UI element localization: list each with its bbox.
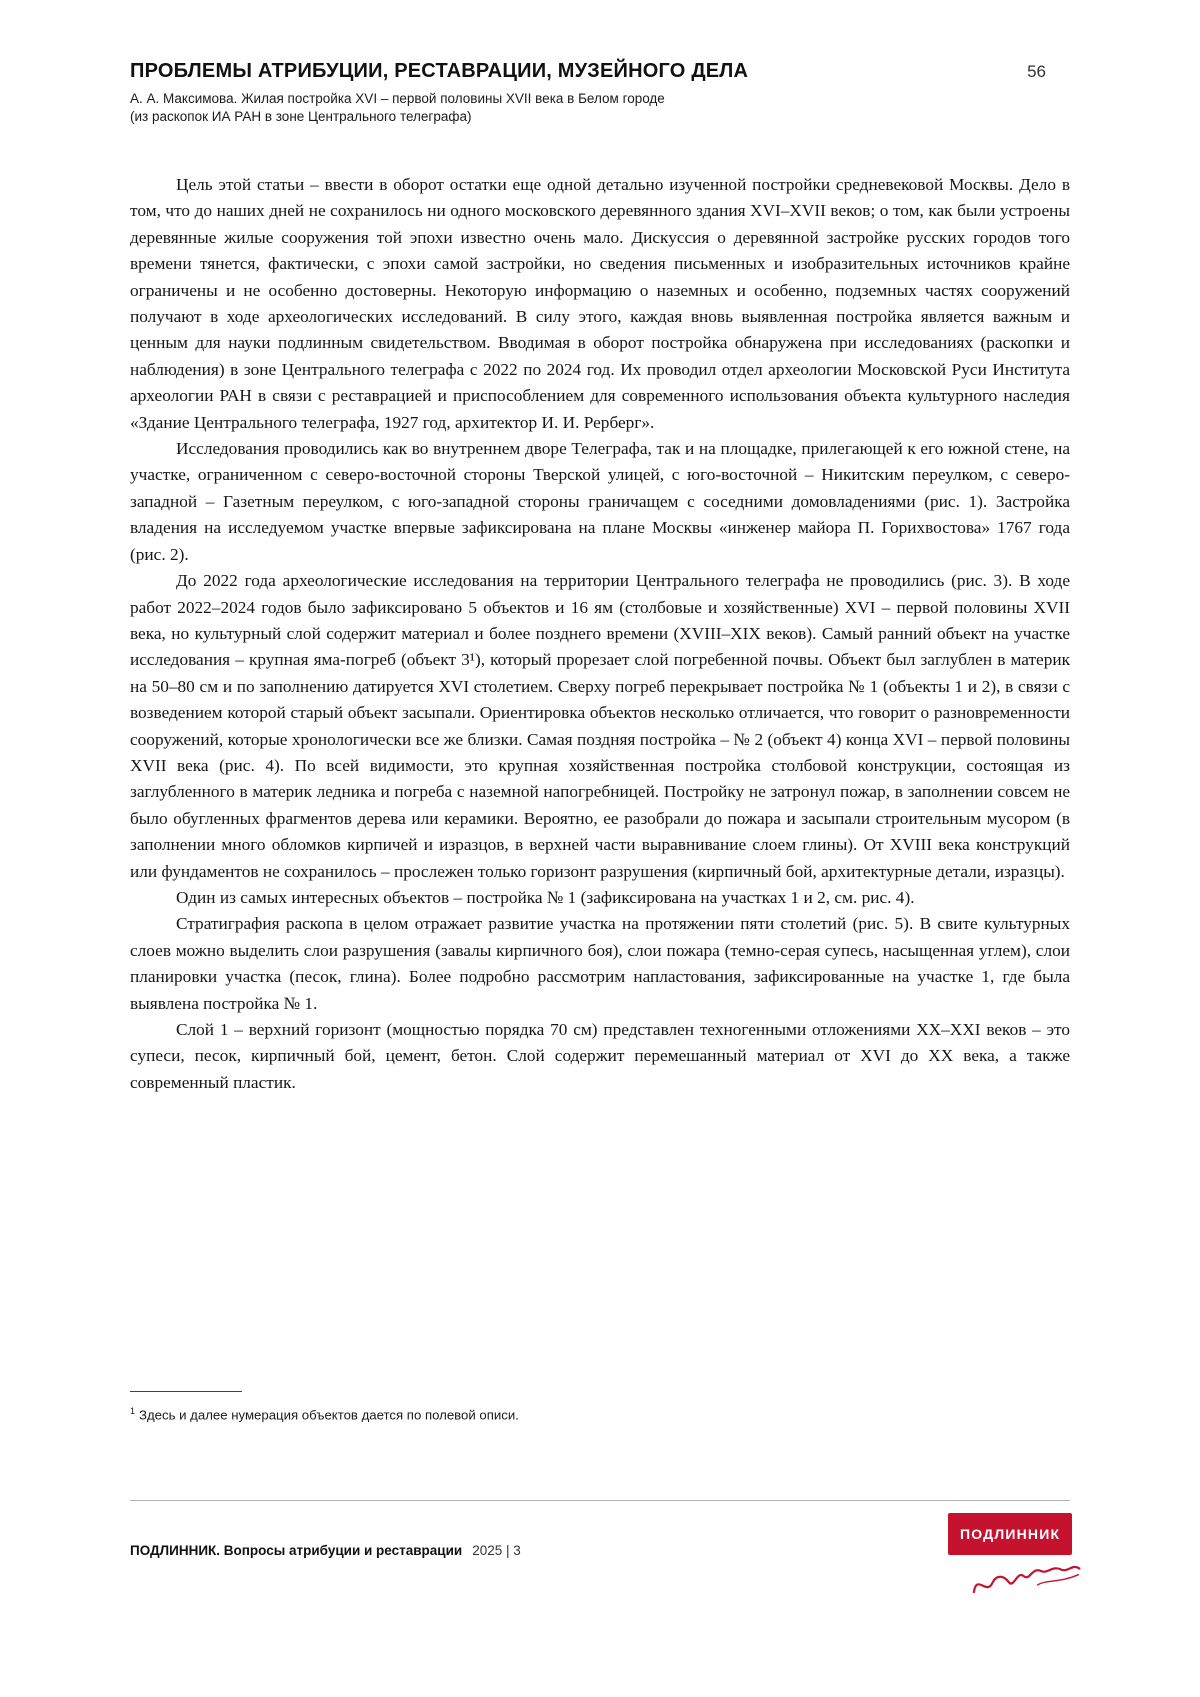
paragraph: До 2022 года археологические исследования на территории Центрального телеграфа не проводились (рис. 3). В ходе работ 2022–2024 годов было зафиксировано 5 объектов и 16 ям (столбовые и хозяйственные) XVI – первой половины XVII века, но культурный слой содержит материал и более позднего времени (XVIII–XIX веков). Самый ранний объект на участке исследования – крупная яма-погреб (объект 3¹), который прорезает слой погребенной почвы. Объект был заглублен в материк на 50–80 см и по заполнению датируется XVI столетием. Сверху погреб перекрывает постройка № 1 (объекты 1 и 2), в связи с возведением которой старый объект засыпали. Ориентировка объектов несколько отличается, что говорит о разновременности сооружений, которые хронологически все же близки. Самая поздняя постройка – № 2 (объект 4) конца XVI – первой половины XVII века (рис. 4). По всей видимости, это крупная хозяйственная постройка столбовой конструкции, состоящая из заглубленного в материк ледника и погреба с наземной напогребницей. Постройку не затронул пожар, в заполнении совсем не было обугленных фрагментов дерева или керамики. Вероятно, ее разобрали до пожара и засыпали строительным мусором (в заполнении много обломков кирпичей и изразцов, в верхней части выравнивание слоем глины). От XVIII века конструкций или фундаментов не сохранилось – прослежен только горизонт разрушения (кирпичный бой, архитектурные детали, изразцы). [130, 571, 1070, 881]
paragraph: Цель этой статьи – ввести в оборот остатки еще одной детально изученной постройки средневековой Москвы. Дело в том, что до наших дней не сохранилось ни одного московского деревянного здания XVI–XVII веков; о том, как были устроены деревянные жилые сооружения той эпохи известно очень мало. Дискуссия о деревянной застройке русских городов того времени тянется, фактически, с эпохи самой застройки, но сведения письменных и изобразительных источников крайне ограничены и не особенно достоверны. Некоторую информацию о наземных и особенно, подземных частях сооружений получают в ходе археологических исследований. В силу этого, каждая вновь выявленная постройка является важным и ценным для науки подлинным свидетельством. Вводимая в оборот постройка обнаружена при исследованиях (раскопки и наблюдения) в зоне Центрального телеграфа с 2022 по 2024 год. Их проводил отдел археологии Московской Руси Института археологии РАН в связи с реставрацией и приспособлением для современного использования объекта культурного наследия «Здание Центрального телеграфа, 1927 год, архитектор И. И. Рерберг». [130, 175, 1070, 432]
header-row [130, 58, 1070, 84]
article-subtitle [130, 90, 1070, 126]
issue-number: 2025 | 3 [472, 1543, 521, 1558]
paragraph: Исследования проводились как во внутреннем дворе Телеграфа, так и на площадке, прилегающей к его южной стене, на участке, ограниченном с северо-восточной стороны Тверской улицей, с юго-восточной – Никитским переулком, с северо-западной – Газетным переулком, с юго-западной стороны граничащем с соседними домовладениями (рис. 1). Застройка владения на исследуемом участке впервые зафиксирована на плане Москвы «инженер майора П. Горихвостова» 1767 года (рис. 2). [130, 439, 1070, 564]
paragraph: Стратиграфия раскопа в целом отражает развитие участка на протяжении пяти столетий (рис. 5). В свите культурных слоев можно выделить слои разрушения (завалы кирпичного боя), слои пожара (темно-серая супесь, насыщенная углем), слои планировки участка (песок, глина). Более подробно рассмотрим напластования, зафиксированные на участке 1, где была выявлена постройка № 1. [130, 914, 1070, 1013]
logo-wordmark: ПОДЛИННИК [948, 1513, 1072, 1555]
footnote-divider [130, 1391, 242, 1392]
paragraph: Один из самых интересных объектов – постройка № 1 (зафиксирована на участках 1 и 2, см. рис. 4). [176, 887, 915, 907]
journal-name: ПОДЛИННИК. Вопросы атрибуции и реставрации [130, 1543, 463, 1558]
signature-icon [964, 1549, 1086, 1605]
page-number: 56 [1027, 62, 1046, 81]
journal-logo [948, 1513, 1080, 1597]
article-subtitle-line1: А. А. Максимова. Жилая постройка XVI – первой половины XVII века в Белом городе [130, 91, 665, 106]
page-header [130, 58, 1070, 126]
article-body [130, 172, 1070, 1357]
footnote [130, 1402, 1070, 1424]
page-content [130, 58, 1070, 1424]
page-footer [130, 1500, 1070, 1611]
footnote-marker: 1 [130, 1406, 136, 1416]
paragraph: Слой 1 – верхний горизонт (мощностью порядка 70 см) представлен техногенными отложениями XX–XXI веков – это супеси, песок, кирпичный бой, цемент, бетон. Слой содержит перемешанный материал от XVI до XX века, а также современный пластик. [130, 1020, 1070, 1092]
footnote-text: Здесь и далее нумерация объектов дается по полевой описи. [139, 1407, 519, 1423]
section-title: ПРОБЛЕМЫ АТРИБУЦИИ, РЕСТАВРАЦИИ, МУЗЕЙНОГО ДЕЛА [130, 60, 749, 82]
footnote-block [130, 1391, 1070, 1424]
journal-imprint [130, 1543, 521, 1558]
footer-row [130, 1501, 1070, 1611]
article-subtitle-line2: (из раскопок ИА РАН в зоне Центрального телеграфа) [130, 109, 472, 124]
